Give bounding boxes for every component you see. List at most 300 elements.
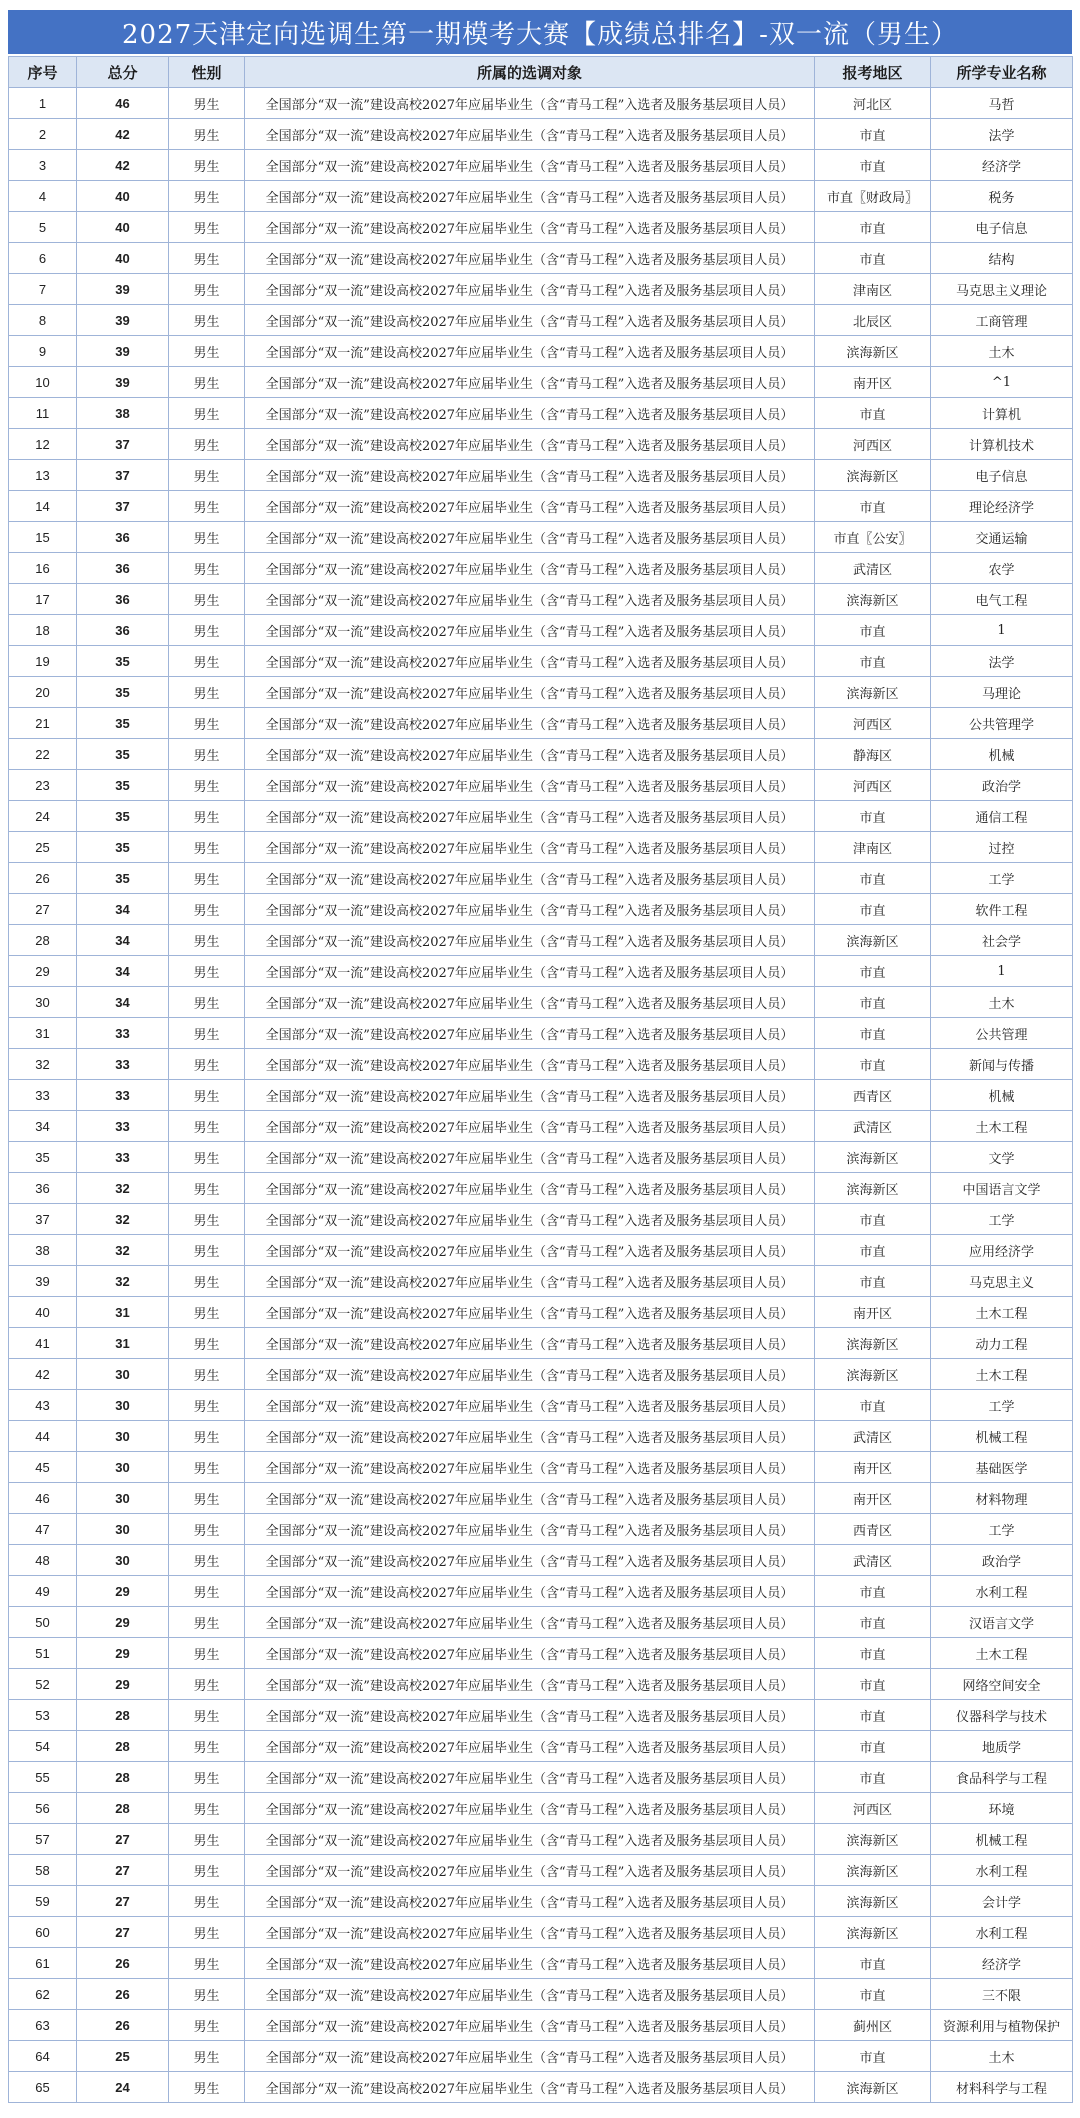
row-major: 经济学 xyxy=(931,1948,1073,1979)
row-major: 电子信息 xyxy=(931,460,1073,491)
row-region: 市直 xyxy=(815,1638,931,1669)
row-index: 8 xyxy=(9,305,77,336)
row-index: 20 xyxy=(9,677,77,708)
row-major: 机械工程 xyxy=(931,1421,1073,1452)
row-index: 7 xyxy=(9,274,77,305)
row-region: 市直 xyxy=(815,1948,931,1979)
row-gender: 男生 xyxy=(169,1359,245,1390)
row-score: 28 xyxy=(77,1700,169,1731)
table-row xyxy=(9,1514,1073,1545)
row-region: 市直 xyxy=(815,1607,931,1638)
table-row xyxy=(9,1204,1073,1235)
row-gender: 男生 xyxy=(169,1576,245,1607)
row-target: 全国部分“双一流”建设高校2027年应届毕业生（含“青马工程”入选者及服务基层项目人员） xyxy=(245,429,815,460)
table-row xyxy=(9,119,1073,150)
row-score: 27 xyxy=(77,1824,169,1855)
row-region: 市直 xyxy=(815,1018,931,1049)
row-target: 全国部分“双一流”建设高校2027年应届毕业生（含“青马工程”入选者及服务基层项目人员） xyxy=(245,1948,815,1979)
row-region: 市直〖公安〗 xyxy=(815,522,931,553)
row-major: 动力工程 xyxy=(931,1328,1073,1359)
row-index: 12 xyxy=(9,429,77,460)
row-target: 全国部分“双一流”建设高校2027年应届毕业生（含“青马工程”入选者及服务基层项目人员） xyxy=(245,1514,815,1545)
row-score: 27 xyxy=(77,1886,169,1917)
row-gender: 男生 xyxy=(169,305,245,336)
table-row xyxy=(9,1855,1073,1886)
row-target: 全国部分“双一流”建设高校2027年应届毕业生（含“青马工程”入选者及服务基层项目人员） xyxy=(245,1173,815,1204)
row-target: 全国部分“双一流”建设高校2027年应届毕业生（含“青马工程”入选者及服务基层项目人员） xyxy=(245,460,815,491)
row-region: 南开区 xyxy=(815,1297,931,1328)
row-target: 全国部分“双一流”建设高校2027年应届毕业生（含“青马工程”入选者及服务基层项目人员） xyxy=(245,1762,815,1793)
row-target: 全国部分“双一流”建设高校2027年应届毕业生（含“青马工程”入选者及服务基层项目人员） xyxy=(245,1359,815,1390)
row-region: 滨海新区 xyxy=(815,1142,931,1173)
table-row xyxy=(9,429,1073,460)
row-gender: 男生 xyxy=(169,1111,245,1142)
row-score: 35 xyxy=(77,863,169,894)
row-region: 滨海新区 xyxy=(815,1328,931,1359)
row-region: 市直 xyxy=(815,1979,931,2010)
row-index: 47 xyxy=(9,1514,77,1545)
table-row xyxy=(9,801,1073,832)
row-gender: 男生 xyxy=(169,646,245,677)
row-index: 60 xyxy=(9,1917,77,1948)
row-region: 滨海新区 xyxy=(815,1917,931,1948)
row-gender: 男生 xyxy=(169,1731,245,1762)
col-header-region: 报考地区 xyxy=(815,57,931,88)
row-region: 市直 xyxy=(815,1204,931,1235)
row-target: 全国部分“双一流”建设高校2027年应届毕业生（含“青马工程”入选者及服务基层项目人员） xyxy=(245,1328,815,1359)
ranking-table xyxy=(8,56,1073,2103)
row-gender: 男生 xyxy=(169,1669,245,1700)
row-index: 4 xyxy=(9,181,77,212)
row-region: 南开区 xyxy=(815,1452,931,1483)
row-region: 市直 xyxy=(815,150,931,181)
row-major: 中国语言文学 xyxy=(931,1173,1073,1204)
row-gender: 男生 xyxy=(169,1049,245,1080)
table-row xyxy=(9,1421,1073,1452)
row-score: 27 xyxy=(77,1855,169,1886)
row-gender: 男生 xyxy=(169,894,245,925)
row-target: 全国部分“双一流”建设高校2027年应届毕业生（含“青马工程”入选者及服务基层项目人员） xyxy=(245,1080,815,1111)
row-index: 30 xyxy=(9,987,77,1018)
table-row xyxy=(9,677,1073,708)
row-major: 水利工程 xyxy=(931,1576,1073,1607)
row-target: 全国部分“双一流”建设高校2027年应届毕业生（含“青马工程”入选者及服务基层项目人员） xyxy=(245,274,815,305)
row-score: 35 xyxy=(77,646,169,677)
row-major: 网络空间安全 xyxy=(931,1669,1073,1700)
row-score: 38 xyxy=(77,398,169,429)
table-row xyxy=(9,212,1073,243)
row-target: 全国部分“双一流”建设高校2027年应届毕业生（含“青马工程”入选者及服务基层项目人员） xyxy=(245,584,815,615)
row-score: 34 xyxy=(77,956,169,987)
row-region: 市直 xyxy=(815,987,931,1018)
table-row xyxy=(9,305,1073,336)
row-index: 10 xyxy=(9,367,77,398)
table-row xyxy=(9,615,1073,646)
row-index: 31 xyxy=(9,1018,77,1049)
row-index: 26 xyxy=(9,863,77,894)
row-target: 全国部分“双一流”建设高校2027年应届毕业生（含“青马工程”入选者及服务基层项目人员） xyxy=(245,1421,815,1452)
row-gender: 男生 xyxy=(169,1917,245,1948)
row-score: 33 xyxy=(77,1080,169,1111)
row-score: 36 xyxy=(77,553,169,584)
row-index: 41 xyxy=(9,1328,77,1359)
row-gender: 男生 xyxy=(169,863,245,894)
row-region: 市直 xyxy=(815,863,931,894)
row-target: 全国部分“双一流”建设高校2027年应届毕业生（含“青马工程”入选者及服务基层项目人员） xyxy=(245,212,815,243)
row-gender: 男生 xyxy=(169,1948,245,1979)
table-row xyxy=(9,832,1073,863)
row-major: 计算机技术 xyxy=(931,429,1073,460)
row-major: 过控 xyxy=(931,832,1073,863)
row-target: 全国部分“双一流”建设高校2027年应届毕业生（含“青马工程”入选者及服务基层项目人员） xyxy=(245,708,815,739)
table-row xyxy=(9,88,1073,119)
table-row xyxy=(9,1173,1073,1204)
row-target: 全国部分“双一流”建设高校2027年应届毕业生（含“青马工程”入选者及服务基层项目人员） xyxy=(245,925,815,956)
table-row xyxy=(9,1700,1073,1731)
table-row xyxy=(9,1979,1073,2010)
row-index: 33 xyxy=(9,1080,77,1111)
row-index: 17 xyxy=(9,584,77,615)
row-target: 全国部分“双一流”建设高校2027年应届毕业生（含“青马工程”入选者及服务基层项目人员） xyxy=(245,1638,815,1669)
row-target: 全国部分“双一流”建设高校2027年应届毕业生（含“青马工程”入选者及服务基层项目人员） xyxy=(245,894,815,925)
row-gender: 男生 xyxy=(169,1204,245,1235)
row-score: 37 xyxy=(77,460,169,491)
row-index: 65 xyxy=(9,2072,77,2103)
row-gender: 男生 xyxy=(169,956,245,987)
row-region: 市直 xyxy=(815,1762,931,1793)
row-target: 全国部分“双一流”建设高校2027年应届毕业生（含“青马工程”入选者及服务基层项目人员） xyxy=(245,677,815,708)
row-index: 44 xyxy=(9,1421,77,1452)
row-index: 11 xyxy=(9,398,77,429)
row-target: 全国部分“双一流”建设高校2027年应届毕业生（含“青马工程”入选者及服务基层项目人员） xyxy=(245,615,815,646)
row-score: 26 xyxy=(77,1979,169,2010)
row-target: 全国部分“双一流”建设高校2027年应届毕业生（含“青马工程”入选者及服务基层项目人员） xyxy=(245,1049,815,1080)
row-major: 汉语言文学 xyxy=(931,1607,1073,1638)
row-gender: 男生 xyxy=(169,88,245,119)
row-major: 仪器科学与技术 xyxy=(931,1700,1073,1731)
row-index: 52 xyxy=(9,1669,77,1700)
row-score: 31 xyxy=(77,1328,169,1359)
table-row xyxy=(9,1142,1073,1173)
row-target: 全国部分“双一流”建设高校2027年应届毕业生（含“青马工程”入选者及服务基层项目人员） xyxy=(245,2010,815,2041)
row-target: 全国部分“双一流”建设高校2027年应届毕业生（含“青马工程”入选者及服务基层项目人员） xyxy=(245,1142,815,1173)
row-region: 市直 xyxy=(815,894,931,925)
row-region: 武清区 xyxy=(815,553,931,584)
row-index: 46 xyxy=(9,1483,77,1514)
row-major: 材料科学与工程 xyxy=(931,2072,1073,2103)
row-target: 全国部分“双一流”建设高校2027年应届毕业生（含“青马工程”入选者及服务基层项目人员） xyxy=(245,336,815,367)
table-row xyxy=(9,1235,1073,1266)
row-target: 全国部分“双一流”建设高校2027年应届毕业生（含“青马工程”入选者及服务基层项目人员） xyxy=(245,367,815,398)
row-region: 津南区 xyxy=(815,274,931,305)
row-major: 机械 xyxy=(931,739,1073,770)
row-target: 全国部分“双一流”建设高校2027年应届毕业生（含“青马工程”入选者及服务基层项目人员） xyxy=(245,88,815,119)
table-row xyxy=(9,274,1073,305)
table-row xyxy=(9,708,1073,739)
table-row xyxy=(9,1328,1073,1359)
row-gender: 男生 xyxy=(169,491,245,522)
table-row xyxy=(9,1452,1073,1483)
table-row xyxy=(9,1297,1073,1328)
row-gender: 男生 xyxy=(169,801,245,832)
row-index: 2 xyxy=(9,119,77,150)
table-row xyxy=(9,491,1073,522)
row-target: 全国部分“双一流”建设高校2027年应届毕业生（含“青马工程”入选者及服务基层项目人员） xyxy=(245,1700,815,1731)
table-row xyxy=(9,739,1073,770)
row-major: 公共管理 xyxy=(931,1018,1073,1049)
row-region: 市直 xyxy=(815,212,931,243)
row-target: 全国部分“双一流”建设高校2027年应届毕业生（含“青马工程”入选者及服务基层项目人员） xyxy=(245,770,815,801)
row-region: 滨海新区 xyxy=(815,336,931,367)
row-gender: 男生 xyxy=(169,1452,245,1483)
row-score: 37 xyxy=(77,429,169,460)
row-major: 计算机 xyxy=(931,398,1073,429)
row-score: 42 xyxy=(77,150,169,181)
row-gender: 男生 xyxy=(169,2072,245,2103)
row-region: 蓟州区 xyxy=(815,2010,931,2041)
row-gender: 男生 xyxy=(169,1886,245,1917)
row-region: 市直 xyxy=(815,1266,931,1297)
row-target: 全国部分“双一流”建设高校2027年应届毕业生（含“青马工程”入选者及服务基层项目人员） xyxy=(245,1204,815,1235)
row-region: 滨海新区 xyxy=(815,1824,931,1855)
row-index: 49 xyxy=(9,1576,77,1607)
row-major: 材料物理 xyxy=(931,1483,1073,1514)
row-index: 34 xyxy=(9,1111,77,1142)
row-score: 36 xyxy=(77,522,169,553)
table-row xyxy=(9,553,1073,584)
row-major: 农学 xyxy=(931,553,1073,584)
row-index: 14 xyxy=(9,491,77,522)
row-index: 54 xyxy=(9,1731,77,1762)
row-major: 1 xyxy=(931,956,1073,987)
row-major: 水利工程 xyxy=(931,1855,1073,1886)
row-gender: 男生 xyxy=(169,1235,245,1266)
row-target: 全国部分“双一流”建设高校2027年应届毕业生（含“青马工程”入选者及服务基层项目人员） xyxy=(245,1452,815,1483)
row-target: 全国部分“双一流”建设高校2027年应届毕业生（含“青马工程”入选者及服务基层项目人员） xyxy=(245,119,815,150)
row-region: 河西区 xyxy=(815,708,931,739)
row-region: 市直 xyxy=(815,1390,931,1421)
row-region: 北辰区 xyxy=(815,305,931,336)
row-gender: 男生 xyxy=(169,1638,245,1669)
row-index: 24 xyxy=(9,801,77,832)
row-region: 市直 xyxy=(815,2041,931,2072)
row-score: 32 xyxy=(77,1204,169,1235)
row-score: 46 xyxy=(77,88,169,119)
row-score: 35 xyxy=(77,801,169,832)
row-index: 18 xyxy=(9,615,77,646)
row-gender: 男生 xyxy=(169,832,245,863)
row-gender: 男生 xyxy=(169,1421,245,1452)
row-target: 全国部分“双一流”建设高校2027年应届毕业生（含“青马工程”入选者及服务基层项目人员） xyxy=(245,1390,815,1421)
row-gender: 男生 xyxy=(169,1390,245,1421)
row-target: 全国部分“双一流”建设高校2027年应届毕业生（含“青马工程”入选者及服务基层项目人员） xyxy=(245,801,815,832)
row-score: 30 xyxy=(77,1421,169,1452)
row-index: 58 xyxy=(9,1855,77,1886)
table-row xyxy=(9,770,1073,801)
row-major: 法学 xyxy=(931,119,1073,150)
row-gender: 男生 xyxy=(169,150,245,181)
row-target: 全国部分“双一流”建设高校2027年应届毕业生（含“青马工程”入选者及服务基层项目人员） xyxy=(245,2072,815,2103)
row-index: 35 xyxy=(9,1142,77,1173)
row-score: 24 xyxy=(77,2072,169,2103)
row-score: 34 xyxy=(77,987,169,1018)
row-major: 政治学 xyxy=(931,770,1073,801)
table-row xyxy=(9,1018,1073,1049)
sheet-title: 2027天津定向选调生第一期模考大赛【成绩总排名】-双一流（男生） xyxy=(8,10,1072,54)
row-index: 62 xyxy=(9,1979,77,2010)
table-row xyxy=(9,336,1073,367)
row-index: 5 xyxy=(9,212,77,243)
row-gender: 男生 xyxy=(169,1793,245,1824)
row-score: 30 xyxy=(77,1452,169,1483)
row-region: 西青区 xyxy=(815,1514,931,1545)
row-score: 32 xyxy=(77,1266,169,1297)
table-row xyxy=(9,1080,1073,1111)
row-gender: 男生 xyxy=(169,987,245,1018)
row-score: 35 xyxy=(77,832,169,863)
row-region: 西青区 xyxy=(815,1080,931,1111)
row-region: 市直 xyxy=(815,491,931,522)
row-score: 32 xyxy=(77,1173,169,1204)
row-score: 30 xyxy=(77,1483,169,1514)
table-row xyxy=(9,181,1073,212)
row-score: 30 xyxy=(77,1390,169,1421)
col-header-score: 总分 xyxy=(77,57,169,88)
row-score: 35 xyxy=(77,708,169,739)
row-index: 38 xyxy=(9,1235,77,1266)
row-index: 15 xyxy=(9,522,77,553)
row-index: 9 xyxy=(9,336,77,367)
table-row xyxy=(9,1607,1073,1638)
table-row xyxy=(9,2010,1073,2041)
row-index: 16 xyxy=(9,553,77,584)
row-region: 武清区 xyxy=(815,1421,931,1452)
row-index: 39 xyxy=(9,1266,77,1297)
row-major: 水利工程 xyxy=(931,1917,1073,1948)
row-score: 37 xyxy=(77,491,169,522)
row-major: 政治学 xyxy=(931,1545,1073,1576)
row-target: 全国部分“双一流”建设高校2027年应届毕业生（含“青马工程”入选者及服务基层项目人员） xyxy=(245,1607,815,1638)
row-index: 13 xyxy=(9,460,77,491)
row-target: 全国部分“双一流”建设高校2027年应届毕业生（含“青马工程”入选者及服务基层项目人员） xyxy=(245,1018,815,1049)
row-major: 土木工程 xyxy=(931,1638,1073,1669)
row-region: 市直 xyxy=(815,646,931,677)
row-gender: 男生 xyxy=(169,739,245,770)
row-target: 全国部分“双一流”建设高校2027年应届毕业生（含“青马工程”入选者及服务基层项目人员） xyxy=(245,398,815,429)
row-score: 39 xyxy=(77,305,169,336)
row-index: 37 xyxy=(9,1204,77,1235)
row-gender: 男生 xyxy=(169,429,245,460)
row-index: 55 xyxy=(9,1762,77,1793)
row-score: 35 xyxy=(77,770,169,801)
row-gender: 男生 xyxy=(169,1266,245,1297)
row-index: 43 xyxy=(9,1390,77,1421)
row-major: 土木 xyxy=(931,2041,1073,2072)
row-region: 滨海新区 xyxy=(815,677,931,708)
row-target: 全国部分“双一流”建设高校2027年应届毕业生（含“青马工程”入选者及服务基层项目人员） xyxy=(245,1793,815,1824)
row-gender: 男生 xyxy=(169,336,245,367)
row-target: 全国部分“双一流”建设高校2027年应届毕业生（含“青马工程”入选者及服务基层项目人员） xyxy=(245,1824,815,1855)
row-major: 工学 xyxy=(931,1390,1073,1421)
row-gender: 男生 xyxy=(169,1328,245,1359)
row-major: 马理论 xyxy=(931,677,1073,708)
row-score: 34 xyxy=(77,925,169,956)
row-index: 25 xyxy=(9,832,77,863)
row-region: 滨海新区 xyxy=(815,1886,931,1917)
row-major: 通信工程 xyxy=(931,801,1073,832)
row-index: 48 xyxy=(9,1545,77,1576)
row-target: 全国部分“双一流”建设高校2027年应届毕业生（含“青马工程”入选者及服务基层项目人员） xyxy=(245,1731,815,1762)
row-gender: 男生 xyxy=(169,615,245,646)
row-major: 机械工程 xyxy=(931,1824,1073,1855)
row-region: 滨海新区 xyxy=(815,1173,931,1204)
table-row xyxy=(9,1483,1073,1514)
row-gender: 男生 xyxy=(169,584,245,615)
col-header-major: 所学专业名称 xyxy=(931,57,1073,88)
table-row xyxy=(9,243,1073,274)
row-major: 交通运输 xyxy=(931,522,1073,553)
row-target: 全国部分“双一流”建设高校2027年应届毕业生（含“青马工程”入选者及服务基层项目人员） xyxy=(245,739,815,770)
col-header-gender: 性别 xyxy=(169,57,245,88)
table-row xyxy=(9,863,1073,894)
row-target: 全国部分“双一流”建设高校2027年应届毕业生（含“青马工程”入选者及服务基层项目人员） xyxy=(245,243,815,274)
row-score: 33 xyxy=(77,1142,169,1173)
row-region: 河西区 xyxy=(815,429,931,460)
row-region: 市直 xyxy=(815,398,931,429)
row-score: 30 xyxy=(77,1514,169,1545)
row-target: 全国部分“双一流”建设高校2027年应届毕业生（含“青马工程”入选者及服务基层项目人员） xyxy=(245,1111,815,1142)
row-region: 市直 xyxy=(815,119,931,150)
row-gender: 男生 xyxy=(169,1297,245,1328)
row-gender: 男生 xyxy=(169,1979,245,2010)
row-index: 59 xyxy=(9,1886,77,1917)
row-target: 全国部分“双一流”建设高校2027年应届毕业生（含“青马工程”入选者及服务基层项目人员） xyxy=(245,2041,815,2072)
row-gender: 男生 xyxy=(169,460,245,491)
row-major: 税务 xyxy=(931,181,1073,212)
row-score: 42 xyxy=(77,119,169,150)
row-region: 河西区 xyxy=(815,770,931,801)
row-major: 环境 xyxy=(931,1793,1073,1824)
row-major: 1 xyxy=(931,615,1073,646)
row-region: 市直 xyxy=(815,615,931,646)
row-region: 市直 xyxy=(815,801,931,832)
row-index: 40 xyxy=(9,1297,77,1328)
row-index: 23 xyxy=(9,770,77,801)
row-major: 软件工程 xyxy=(931,894,1073,925)
row-gender: 男生 xyxy=(169,1545,245,1576)
row-target: 全国部分“双一流”建设高校2027年应届毕业生（含“青马工程”入选者及服务基层项目人员） xyxy=(245,956,815,987)
row-region: 津南区 xyxy=(815,832,931,863)
row-region: 市直 xyxy=(815,1576,931,1607)
row-score: 31 xyxy=(77,1297,169,1328)
row-target: 全国部分“双一流”建设高校2027年应届毕业生（含“青马工程”入选者及服务基层项目人员） xyxy=(245,522,815,553)
row-index: 1 xyxy=(9,88,77,119)
table-row xyxy=(9,522,1073,553)
row-index: 28 xyxy=(9,925,77,956)
row-major: 工学 xyxy=(931,1204,1073,1235)
row-major: 土木工程 xyxy=(931,1359,1073,1390)
row-gender: 男生 xyxy=(169,181,245,212)
row-score: 40 xyxy=(77,181,169,212)
table-row xyxy=(9,1886,1073,1917)
row-target: 全国部分“双一流”建设高校2027年应届毕业生（含“青马工程”入选者及服务基层项目人员） xyxy=(245,150,815,181)
row-target: 全国部分“双一流”建设高校2027年应届毕业生（含“青马工程”入选者及服务基层项目人员） xyxy=(245,305,815,336)
row-major: 文学 xyxy=(931,1142,1073,1173)
row-major: 社会学 xyxy=(931,925,1073,956)
row-region: 滨海新区 xyxy=(815,1855,931,1886)
row-major: 食品科学与工程 xyxy=(931,1762,1073,1793)
row-gender: 男生 xyxy=(169,2010,245,2041)
